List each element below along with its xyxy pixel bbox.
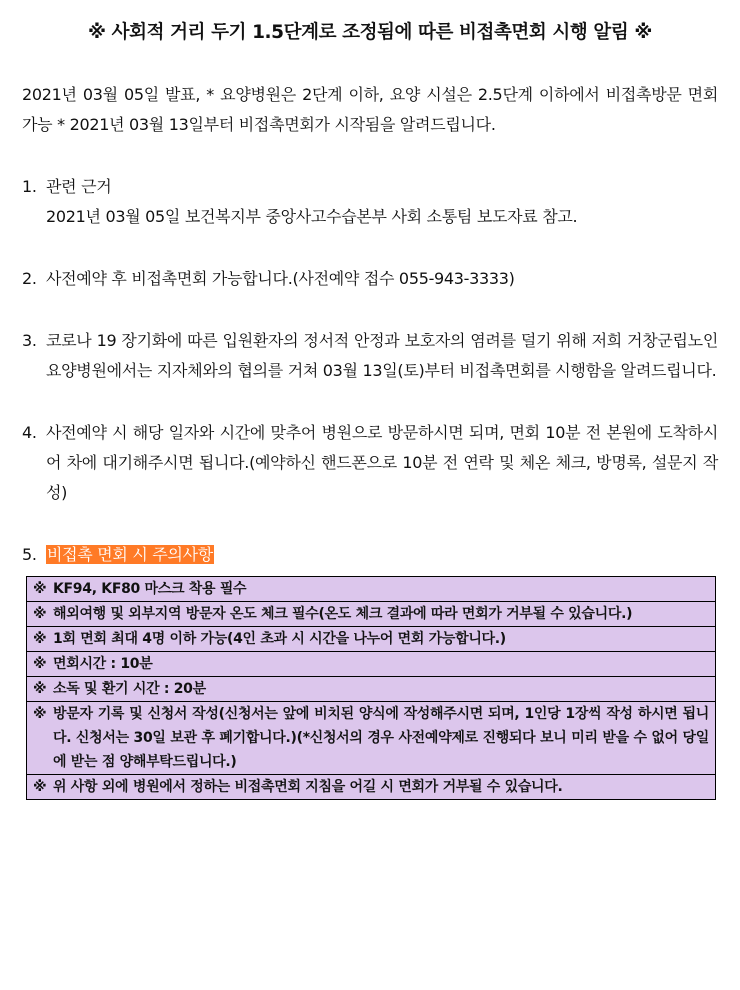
- precaution-text: 방문자 기록 및 신청서 작성(신청서는 앞에 비치된 양식에 작성해주시면 되며, 1인당 1장씩 작성 하시면 됩니다. 신청서는 30일 보관 후 폐기합니다.)(*신청서의 경우 사전예약제로 진행되다 보니 미리 받을 수 없어 당일에 받는 점 양해부탁드립니다.): [53, 706, 709, 770]
- precaution-item: [27, 627, 715, 652]
- precaution-item: [27, 577, 715, 602]
- section-text: 코로나 19 장기화에 따른 입원환자의 정서적 안정과 보호자의 염려를 덜기 위해 저희 거창군립노인요양병원에서는 지자체와의 협의를 거쳐 03월 13일(토)부터 비접촉면회를 시행함을 알려드립니다.: [46, 331, 718, 380]
- reference-mark-icon: ※: [33, 706, 47, 722]
- precaution-item: [27, 677, 715, 702]
- section-2: [22, 264, 718, 294]
- intro-paragraph: 2021년 03월 05일 발표, * 요양병원은 2단계 이하, 요양 시설은 2.5단계 이하에서 비접촉방문 면회 가능 * 2021년 03월 13일부터 비접촉면회가 시작됨을 알려드립니다.: [22, 85, 718, 134]
- precaution-text: 소독 및 환기 시간 : 20분: [53, 681, 206, 697]
- section-text: 2021년 03월 05일 보건복지부 중앙사고수습본부 사회 소통팀 보도자료 참고.: [46, 207, 578, 226]
- section-1: [22, 172, 718, 232]
- precaution-item: [27, 652, 715, 677]
- reference-mark-icon: ※: [33, 681, 47, 697]
- section-4: [22, 418, 718, 508]
- section-number: 5.: [22, 545, 37, 564]
- precaution-text: 위 사항 외에 병원에서 정하는 비접촉면회 지침을 어길 시 면회가 거부될 수 있습니다.: [53, 779, 563, 795]
- section-text: 사전예약 시 해당 일자와 시간에 맞추어 병원으로 방문하시면 되며, 면회 10분 전 본원에 도착하시어 차에 대기해주시면 됩니다.(예약하신 핸드폰으로 10분 전 연락 및 체온 체크, 방명록, 설문지 작성): [46, 423, 718, 502]
- precautions-box: [26, 576, 716, 800]
- precaution-item: [27, 602, 715, 627]
- section-number: 4.: [22, 423, 37, 442]
- reference-mark-icon: ※: [33, 656, 47, 672]
- reference-mark-icon: ※: [33, 779, 47, 795]
- precaution-text: KF94, KF80 마스크 착용 필수: [53, 581, 247, 597]
- section-heading-highlighted: 비접촉 면회 시 주의사항: [47, 545, 213, 564]
- section-number: 2.: [22, 269, 37, 288]
- reference-mark-icon: ※: [33, 631, 47, 647]
- reference-mark-icon: ※: [33, 606, 47, 622]
- precaution-item: [27, 775, 715, 799]
- section-text: 사전예약 후 비접촉면회 가능합니다.(사전예약 접수 055-943-3333): [46, 269, 515, 288]
- section-heading: 관련 근거: [46, 177, 112, 196]
- section-3: [22, 326, 718, 386]
- precaution-text: 해외여행 및 외부지역 방문자 온도 체크 필수(온도 체크 결과에 따라 면회가 거부될 수 있습니다.): [53, 606, 633, 622]
- section-5: [22, 540, 718, 570]
- section-number: 3.: [22, 331, 37, 350]
- reference-mark-icon: ※: [33, 581, 47, 597]
- precaution-item: [27, 702, 715, 775]
- precaution-text: 1회 면회 최대 4명 이하 가능(4인 초과 시 시간을 나누어 면회 가능합니다.): [53, 631, 506, 647]
- section-number: 1.: [22, 177, 37, 196]
- document-title: ※ 사회적 거리 두기 1.5단계로 조정됨에 따른 비접촉면회 시행 알림 ※: [88, 22, 652, 43]
- precaution-text: 면회시간 : 10분: [53, 656, 153, 672]
